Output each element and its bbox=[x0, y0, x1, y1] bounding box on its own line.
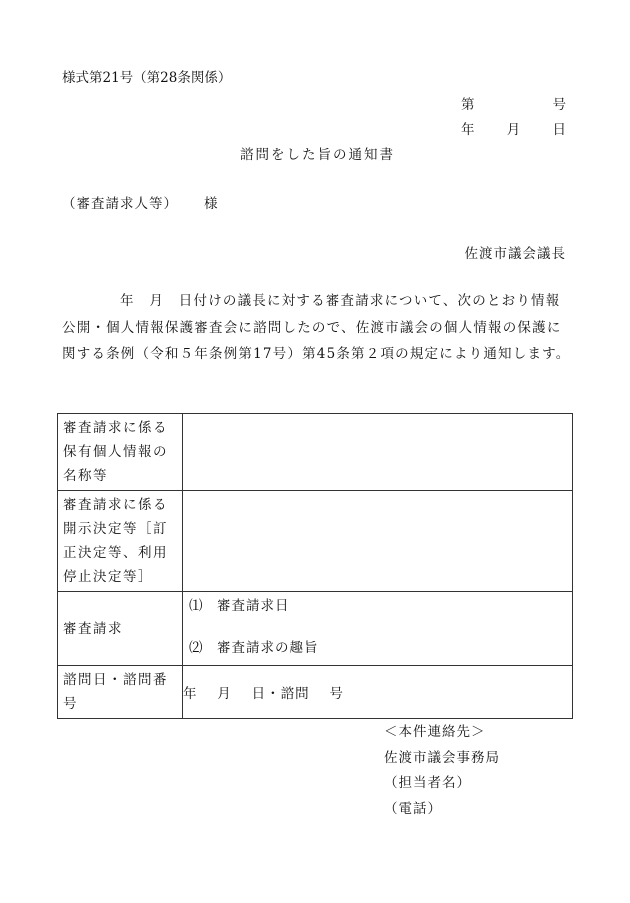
date-month: 月 bbox=[506, 122, 521, 138]
contact-office: 佐渡市議会事務局 bbox=[384, 750, 500, 766]
addressee bbox=[62, 192, 219, 212]
table-row bbox=[58, 414, 573, 491]
table-row bbox=[58, 666, 573, 719]
contact-person: （担当者名） bbox=[384, 775, 471, 791]
item-text: 審査請求日 bbox=[217, 598, 290, 614]
row-label-request: 審査請求 bbox=[58, 592, 183, 666]
document-title: 諮問をした旨の通知書 bbox=[240, 147, 395, 163]
addressee-honorific: 様 bbox=[204, 196, 219, 212]
sender: 佐渡市議会議長 bbox=[464, 246, 566, 262]
item-number: ⑵ bbox=[189, 640, 204, 656]
request-date-item bbox=[183, 594, 572, 614]
row-value-consult: 年 月 日・諮問 号 bbox=[183, 666, 573, 719]
row-value-info-name bbox=[183, 414, 573, 491]
table-row bbox=[58, 491, 573, 592]
contact-phone: （電話） bbox=[384, 801, 442, 817]
row-value-request bbox=[183, 592, 573, 666]
row-label-info-name: 審査請求に係る保有個人情報の名称等 bbox=[58, 414, 183, 491]
info-table bbox=[57, 413, 573, 719]
date-year: 年 bbox=[461, 122, 475, 138]
document-number-suffix: 号 bbox=[552, 97, 566, 113]
addressee-name: （審査請求人等） bbox=[62, 196, 178, 212]
document-number-line bbox=[461, 93, 566, 113]
row-label-consult: 諮問日・諮問番号 bbox=[58, 666, 183, 719]
document-date-line bbox=[461, 118, 566, 138]
contact-heading: ＜本件連絡先＞ bbox=[384, 724, 486, 740]
row-label-decision: 審査請求に係る開示決定等［訂正決定等、利用停止決定等］ bbox=[58, 491, 183, 592]
item-text: 審査請求の趣旨 bbox=[217, 640, 319, 656]
body-text: 年 月 日付けの議長に対する審査請求について、次のとおり情報公開・個人情報保護審査会に諮問したので、佐渡市議会の個人情報の保護に関する条例（令和５年条例第17号）第45条第２項の規定により通知します。 bbox=[62, 293, 571, 362]
request-purpose-item bbox=[183, 636, 572, 656]
body-paragraph bbox=[62, 288, 572, 368]
date-day: 日 bbox=[552, 122, 566, 138]
document-number-prefix: 第 bbox=[461, 97, 475, 113]
row-value-decision bbox=[183, 491, 573, 592]
form-number: 様式第21号（第28条関係） bbox=[62, 70, 232, 86]
item-number: ⑴ bbox=[189, 598, 204, 614]
table-row bbox=[58, 592, 573, 666]
